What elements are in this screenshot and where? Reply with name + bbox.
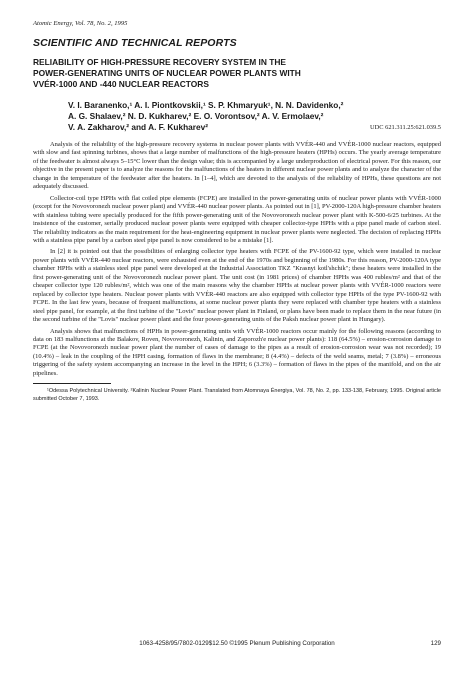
journal-reference: Atomic Energy, Vol. 78, No. 2, 1995 [33,20,128,27]
page-footer [33,640,441,648]
author-line: V. A. Zakharov,² and A. F. Kukharev² [68,122,209,132]
body-paragraph: Analysis shows that malfunctions of HPHs in power-generating units with VVÉR-1000 reactors occur mainly for the following reasons (according to data on 183 malfunctions at the Balakov, Roven, Novovoronezh, Kalinin, and Zaporozh'e nuclear power plants): 118 (64.5%) – erosion-corrosion damage to FCPE (at the Novovoronezh nuclear power plant the number of cases of damage to the pipes as a result of erosion-corrosion wear was not recorded); 19 (10.4%) – leak in the coupling of the HPH casing, formation of flaws in the membrane; 8 (4.4%) – defects of the weld seams, metal; 7 (3.8%) – erroneous triggering of the safety system accompanying an increase in the level in the HPH; 6 (3.3%) – formation of flaws in the pipes of the manifold, and on the air pipelines. [33,327,441,377]
body-paragraph: Collector-coil type HPHs with flat coiled pipe elements (FCPE) are installed in the power-generating units of nuclear power plants with VVÉR-1000 (except for the Novovoronezh nuclear power plant) and VVÉR-440 nuclear power plants. As pointed out in [1], PV-2000-120A high-pressure chamber heaters with stainless tubing were specially produced for the fifth power-generating unit of the Novovoronezh nuclear power plant with K-500-6/25 turbines. At the insistence of the customer, serially produced nuclear power plants were equipped with cheaper collector-type HPHs with a pipe panel made of carbon steel. The reliability indicators as the main requirement for the heat-engineering equipment in nuclear power plants were neglected. The decision of replacing HPHs with a stainless pipe panel by a carbon steel pipe panel is now considered to be a mistake [1]. [33,194,441,244]
article-title-line: RELIABILITY OF HIGH-PRESSURE RECOVERY SYSTEM IN THE [33,57,286,67]
footnote: ¹Odessa Polytechnical University. ²Kalinin Nuclear Power Plant. Translated from Atomnaya Énergiya, Vol. 78, No. 2, pp. 133-138, February, 1995. Original article submitted October 7, 1993. [33,388,441,402]
article-title [33,57,441,90]
footnote-divider [33,383,111,384]
page-number: 129 [430,640,441,647]
copyright-line: 1063-4258/95/7802-0129$12.50 ©1995 Plenum Publishing Corporation [139,640,335,647]
udc-code: UDC 621.311.25:621.039.5 [370,124,441,131]
body-paragraph: Analysis of the reliability of the high-pressure recovery systems in nuclear power plants with VVÉR-440 and VVÉR-1000 nuclear reactors, equipped with slow and fast spinning turbines, shows that a large number of malfunctions of the high-pressure heaters (HPHs) occurs. The yearly average temperature of the feedwater is almost always 5–15°C lower than the design value; this is accompanied by a large underproduction of electrical power. For this reason, our objective in the present paper is to analyze the reasons for the malfunctions of the heaters in different nuclear power plants and to analyze the character of the change in the temperature of the feedwater after the heaters. In [1–4], which are devoted to the analysis of the reliability of HPHs, these questions are not adequately discussed. [33,141,441,191]
author-list [33,100,441,133]
section-heading: SCIENTIFIC AND TECHNICAL REPORTS [33,37,237,49]
body-paragraph: In [2] it is pointed out that the possibilities of enlarging collector type heaters with FCPE of the PV-1600-92 type, which were installed in nuclear power plants with VVÉR-440 nuclear reactors, were exhausted even at the end of the 1970s and beginning of the 1980s. For this reason, PV-2000-120A type chamber HPHs with a stainless steel pipe panel were developed at the Industrial Association TKZ "Krasnyi kotl'shchik"; these heaters were installed in the first power-generating unit of the Novovoronezh nuclear power plant. The unit cost (in 1981 prices) of chamber HPHs was 400 rubles/m² and that of the cheaper collector type 120 rubles/m², which was one of the main reasons why the chamber HPHs at nuclear power plants with VVÉR-1000 reactors were replaced by collector type heaters. Nuclear power plants with VVÉR-440 reactors are also equipped with collector type HPHs of the type PV-1600-92 with FCPE. In the last few years, because of frequent malfunctions, at some nuclear power plants they were replaced with chamber type heaters with a stainless steel pipe panel, for example, at the first turbine of the "Lovis" nuclear power plant in Finland, or plans have been made to replace them in the near future (in the second turbine of the "Lovis" nuclear power plant and the four power-generating units of the Paksh nuclear power plant in Hungary). [33,248,441,324]
article-body [33,141,441,378]
author-line: V. I. Baranenko,¹ A. I. Piontkovskii,¹ S. P. Khmaryuk¹, N. N. Davidenko,² [68,100,344,110]
article-title-line: POWER-GENERATING UNITS OF NUCLEAR POWER PLANTS WITH [33,68,301,78]
article-title-line: VVÉR-1000 AND -440 NUCLEAR REACTORS [33,79,209,89]
author-line: A. G. Shalaev,² N. D. Kukharev,² E. O. Vorontsov,² A. V. Ermolaev,² [68,111,324,121]
